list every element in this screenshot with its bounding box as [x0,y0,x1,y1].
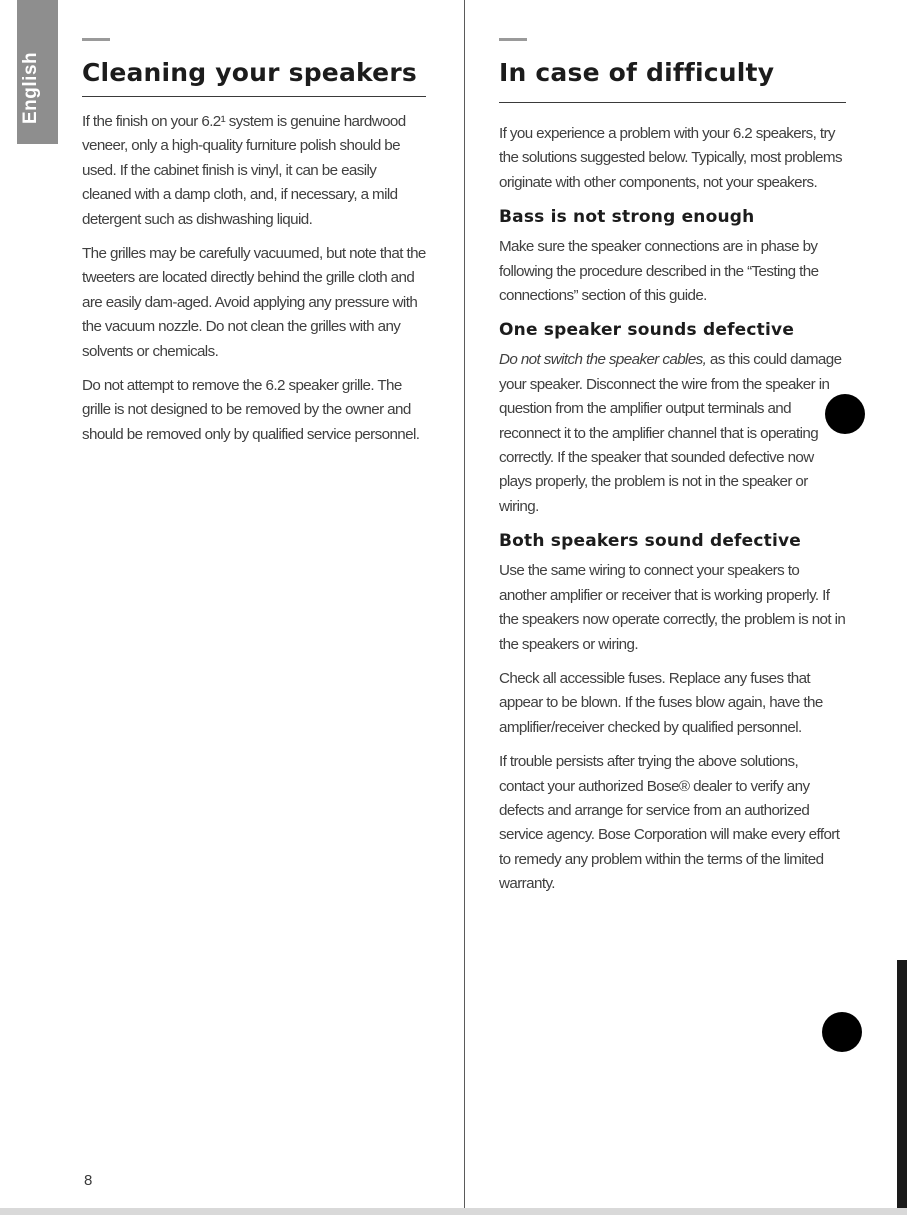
page-bottom-edge [0,1208,907,1215]
one-speaker-warning: Do not switch the speaker cables, [499,351,707,369]
title-accent-dash [499,38,527,41]
language-tab-label: English [20,51,41,124]
difficulty-title: In case of difficulty [499,58,775,87]
title-accent-dash [82,38,110,41]
bass-paragraph: Make sure the speaker connections are in phase by following the procedure described in the “Testing the connections” section of this guide. [499,238,819,305]
binder-hole-top [825,394,865,434]
section-heading-both-speakers: Both speakers sound defective [499,531,802,552]
page-number: 8 [84,1172,93,1189]
cleaning-paragraph-3: Do not attempt to remove the 6.2 speaker grille. The grille is not designed to be removed by the owner and should be removed only by qualified service personnel. [82,377,420,443]
both-speakers-paragraph-1: Use the same wiring to connect your speakers to another amplifier or receiver that is working properly. If the speakers now operate correctly, the problem is not in the speakers or wiring. [499,562,846,653]
cleaning-paragraph-2: The grilles may be carefully vacuumed, but note that the tweeters are located directly behind the grille cloth and are easily dam-aged. Avoid applying any pressure with the vacuum nozzle. Do not clean the grilles with any solvents or chemicals. [82,245,426,360]
one-speaker-text: as this could damage your speaker. Disconnect the wire from the speaker in question from the amplifier output terminals and reconnect it to the amplifier channel that is operating correctly. If the speaker that sounded defective now plays properly, the problem is not in the speaker or wiring. [499,351,842,515]
binder-hole-bottom [822,1012,862,1052]
page-edge-shadow [897,960,907,1215]
title-rule [499,102,846,103]
one-speaker-paragraph [499,348,846,519]
section-heading-bass: Bass is not strong enough [499,207,755,228]
title-rule [82,96,426,97]
right-column [499,38,846,907]
column-divider [464,0,465,1215]
both-speakers-paragraph-3: If trouble persists after trying the above solutions, contact your authorized Bose® dealer to verify any defects and arrange for service from an authorized service agency. Bose Corporation will make every effort to remedy any problem within the terms of the limited warranty. [499,753,840,893]
both-speakers-paragraph-2: Check all accessible fuses. Replace any fuses that appear to be blown. If the fuses blow again, have the amplifier/receiver checked by qualified personnel. [499,669,823,736]
cleaning-paragraph-1: If the finish on your 6.2¹ system is genuine hardwood veneer, only a high-quality furniture polish should be used. If the cabinet finish is vinyl, it can be easily cleaned with a damp cloth, and, if necessary, a mild detergent such as dishwashing liquid. [82,113,406,228]
cleaning-title: Cleaning your speakers [82,58,417,87]
section-heading-one-speaker: One speaker sounds defective [499,320,795,341]
difficulty-intro: If you experience a problem with your 6.2 speakers, try the solutions suggested below. Typically, most problems originate with other components, not your speakers. [499,125,842,191]
left-column [82,38,426,457]
